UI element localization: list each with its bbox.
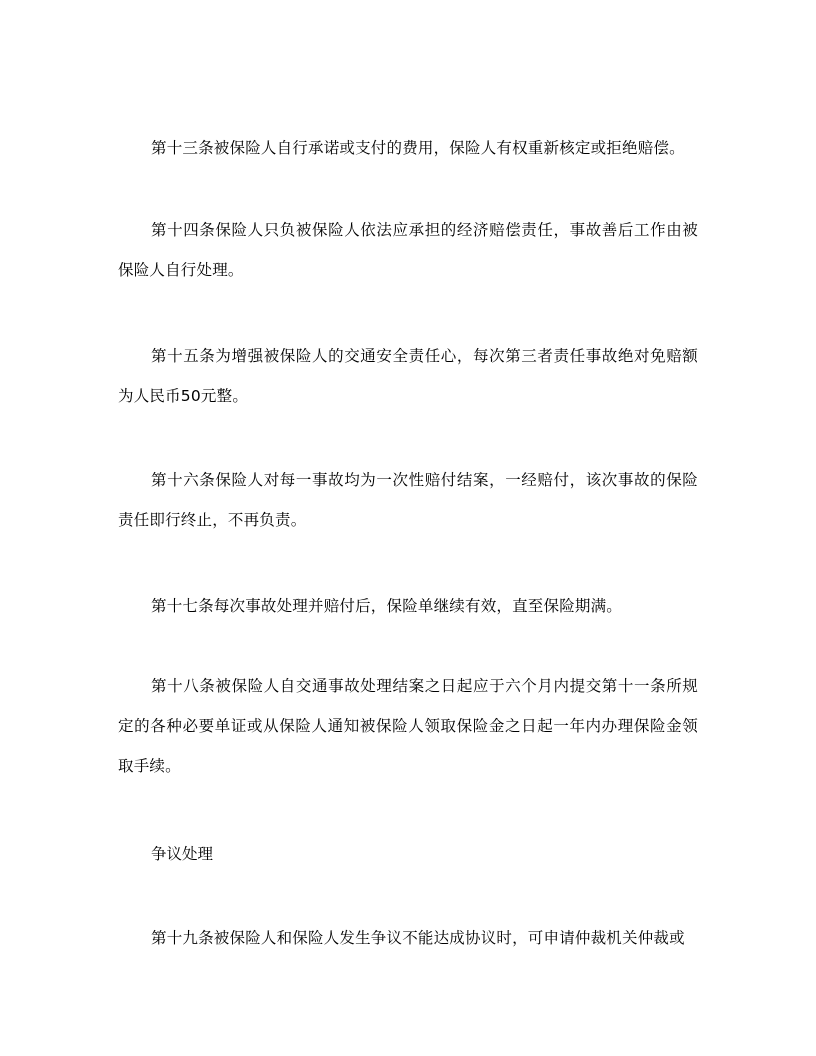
article-18: 第十八条被保险人自交通事故处理结案之日起应于六个月内提交第十一条所规定的各种必要单证或从保险人通知被保险人领取保险金之日起一年内办理保险金领取手续。 [118,677,698,775]
article-14: 第十四条保险人只负被保险人依法应承担的经济赔偿责任，事故善后工作由被保险人自行处理。 [118,221,698,279]
article-16: 第十六条保险人对每一事故均为一次性赔付结案，一经赔付，该次事故的保险责任即行终止，不再负责。 [118,471,698,529]
article-19: 第十九条被保险人和保险人发生争议不能达成协议时，可申请仲裁机关仲裁或 [151,929,685,947]
article-13: 第十三条被保险人自行承诺或支付的费用，保险人有权重新核定或拒绝赔偿。 [151,139,685,157]
article-17: 第十七条每次事故处理并赔付后，保险单继续有效，直至保险期满。 [151,597,623,615]
article-15: 第十五条为增强被保险人的交通安全责任心，每次第三者责任事故绝对免赔额为人民币50元整。 [118,347,698,405]
section-heading: 争议处理 [151,845,214,863]
